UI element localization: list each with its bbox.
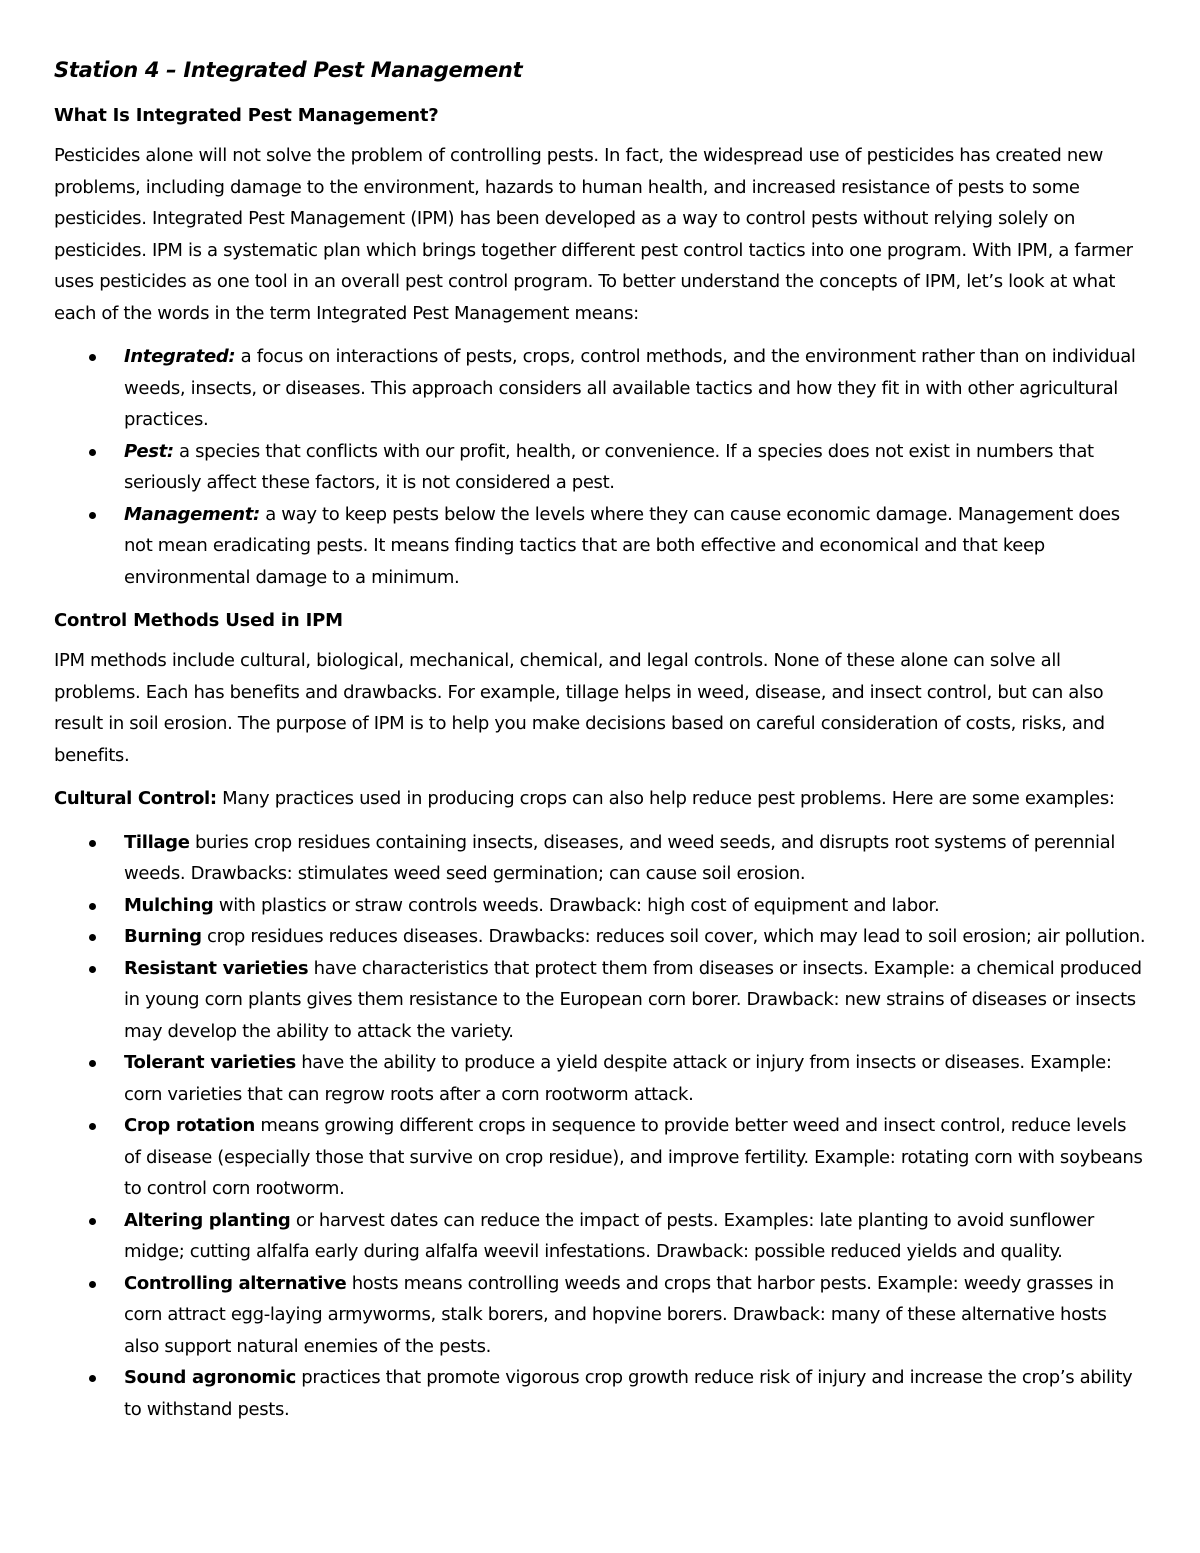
definition-text: a focus on interactions of pests, crops, control methods, and the environment rather than on individual weeds, insects, or diseases. This approach considers all available tactics and how they fit in with other agricultural practices. (124, 346, 1136, 430)
list-item (54, 890, 1146, 922)
bullet-icon (89, 1375, 96, 1382)
item-text: practices that promote vigorous crop growth reduce risk of injury and increase the crop’s ability to withstand pests. (124, 1367, 1133, 1420)
item-term: Resistant varieties (124, 957, 309, 979)
bullet-icon (89, 354, 96, 361)
bullet-icon (89, 903, 96, 910)
list-item (54, 1268, 1146, 1363)
definition-term: Pest: (124, 440, 174, 462)
bullet-icon (89, 1281, 96, 1288)
item-term: Burning (124, 926, 202, 947)
item-text: or harvest dates can reduce the impact of pests. Examples: late planting to avoid sunflower midge; cutting alfalfa early during alfalfa weevil infestations. Drawback: possible reduced yields and quality. (124, 1209, 1094, 1262)
bullet-icon (89, 512, 96, 519)
list-item (54, 499, 1146, 594)
bullet-icon (89, 1218, 96, 1225)
bullet-icon (89, 840, 96, 847)
bullet-icon (89, 934, 96, 941)
item-text: hosts means controlling weeds and crops that harbor pests. Example: weedy grasses in corn attract egg-laying armyworms, stalk borers, and hopvine borers. Drawback: many of these alternative hosts also support natural enemies of the pests. (124, 1272, 1114, 1357)
item-text: have characteristics that protect them from diseases or insects. Example: a chemical produced in young corn plants gives them resistance to the European corn borer. Drawback: new strains of diseases or insects may develop the ability to attack the variety. (124, 957, 1142, 1042)
item-term: Crop rotation (124, 1115, 256, 1136)
definitions-list (54, 341, 1146, 593)
item-term: Tillage (124, 831, 190, 853)
list-item (54, 436, 1146, 499)
document-page (54, 52, 1146, 1437)
list-item (54, 341, 1146, 436)
document-title: Station 4 – Integrated Pest Management (54, 58, 523, 82)
definition-term: Management: (124, 503, 260, 525)
list-item (54, 827, 1146, 890)
item-term: Controlling alternative (124, 1272, 347, 1294)
bullet-icon (89, 966, 96, 973)
definition-text: a way to keep pests below the levels where they can cause economic damage. Management does not mean eradicating pests. It means finding tactics that are both effective and economical and that keep environmental damage to a minimum. (124, 503, 1120, 588)
cultural-control-list (54, 827, 1146, 1426)
cultural-control-label: Cultural Control: (54, 788, 217, 809)
item-term: Tolerant varieties (124, 1052, 296, 1073)
intro-paragraph: Pesticides alone will not solve the problem of controlling pests. In fact, the widespread use of pesticides has created new problems, including damage to the environment, hazards to human health, and increased resistance of pests to some pesticides. Integrated Pest Management (IPM) has been developed as a way to control pests without relying solely on pesticides. IPM is a systematic plan which brings together different pest control tactics into one program. With IPM, a farmer uses pesticides as one tool in an overall pest control program. To better understand the concepts of IPM, let’s look at what each of the words in the term Integrated Pest Management means: (54, 145, 1133, 324)
item-term: Sound agronomic (124, 1367, 296, 1388)
item-text: with plastics or straw controls weeds. Drawback: high cost of equipment and labor. (213, 894, 940, 916)
cultural-control-intro (54, 783, 1146, 815)
definition-term: Integrated: (124, 346, 236, 367)
bullet-icon (89, 1060, 96, 1067)
list-item (54, 1110, 1146, 1205)
list-item (54, 1205, 1146, 1268)
list-item (54, 1047, 1146, 1110)
list-item (54, 921, 1146, 953)
intro-heading: What Is Integrated Pest Management? (54, 105, 439, 126)
bullet-icon (89, 449, 96, 456)
control-methods-heading: Control Methods Used in IPM (54, 610, 343, 631)
list-item (54, 953, 1146, 1048)
definition-text: a species that conflicts with our profit, health, or convenience. If a species does not exist in numbers that seriously affect these factors, it is not considered a pest. (124, 440, 1094, 493)
cultural-control-intro-text: Many practices used in producing crops can also help reduce pest problems. Here are some examples: (216, 788, 1115, 809)
item-text: have the ability to produce a yield despite attack or injury from insects or diseases. Example: corn varieties that can regrow roots after a corn rootworm attack. (124, 1052, 1112, 1105)
list-item (54, 1362, 1146, 1425)
item-term: Mulching (124, 894, 214, 916)
item-term: Altering planting (124, 1209, 291, 1231)
item-text: crop residues reduces diseases. Drawbacks: reduces soil cover, which may lead to soil erosion; air pollution. (201, 926, 1146, 947)
bullet-icon (89, 1123, 96, 1130)
item-text: means growing different crops in sequence to provide better weed and insect control, reduce levels of disease (especially those that survive on crop residue), and improve fertility. Example: rotating corn with soybeans to control corn rootworm. (124, 1115, 1143, 1199)
control-methods-paragraph: IPM methods include cultural, biological, mechanical, chemical, and legal controls. None of these alone can solve all problems. Each has benefits and drawbacks. For example, tillage helps in weed, disease, and insect control, but can also result in soil erosion. The purpose of IPM is to help you make decisions based on careful consideration of costs, risks, and benefits. (54, 650, 1105, 766)
item-text: buries crop residues containing insects, diseases, and weed seeds, and disrupts root systems of perennial weeds. Drawbacks: stimulates weed seed germination; can cause soil erosion. (124, 831, 1115, 884)
